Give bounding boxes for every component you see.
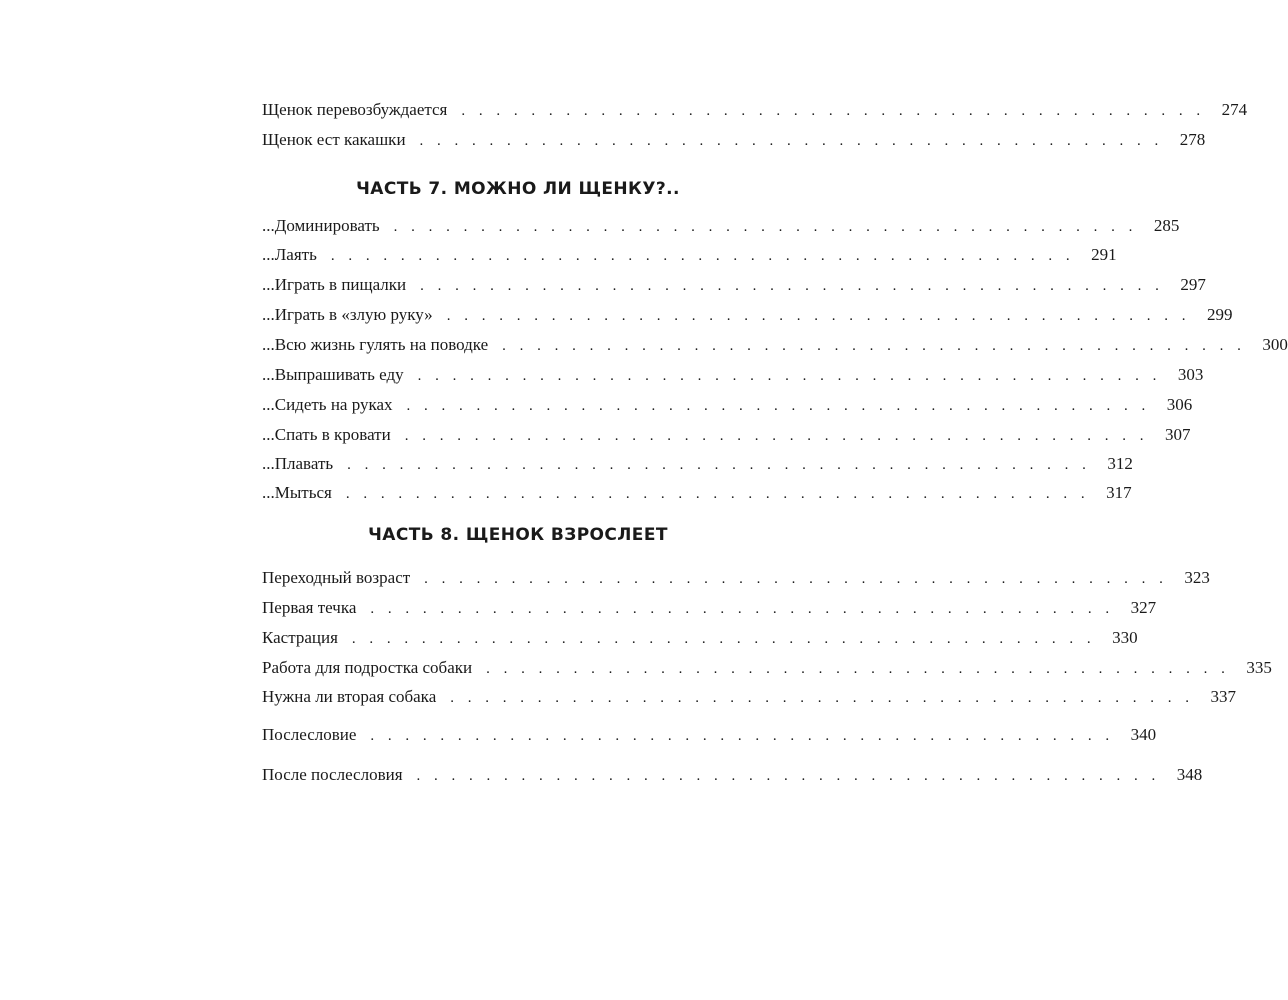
toc-entry-page: 317: [1106, 483, 1132, 502]
toc-entry-page: 300: [1262, 335, 1288, 354]
toc-entry: [262, 565, 1210, 591]
dot-leader: . . . . . . . . . . . . . . . . . . . . . . . . . . . . . . . . . . . . . . . . . . .: [424, 571, 1168, 587]
toc-entry-title: Щенок перевозбуждается: [262, 100, 448, 119]
dot-leader: . . . . . . . . . . . . . . . . . . . . . . . . . . . . . . . . . . . . . . . . . . .: [502, 338, 1246, 354]
toc-entry-title: Работа для подростка собаки: [262, 658, 473, 677]
toc-entry-page: 291: [1091, 245, 1117, 264]
toc-entry-title: Послесловие: [262, 725, 357, 744]
toc-entry: [262, 762, 1203, 788]
toc-entry-page: 297: [1180, 275, 1206, 294]
toc-entry-page: 340: [1130, 725, 1157, 744]
dot-leader: . . . . . . . . . . . . . . . . . . . . . . . . . . . . . . . . . . . . . . . . . . .: [419, 133, 1164, 149]
dot-leader: . . . . . . . . . . . . . . . . . . . . . . . . . . . . . . . . . . . . . . . . . . .: [406, 398, 1151, 414]
dot-leader: . . . . . . . . . . . . . . . . . . . . . . . . . . . . . . . . . . . . . . . . . . .: [345, 486, 1090, 502]
dot-leader: . . . . . . . . . . . . . . . . . . . . . . . . . . . . . . . . . . . . . . . . . . .: [351, 631, 1096, 647]
toc-entry-title: ...Выпрашивать еду: [262, 365, 404, 384]
toc-entry: [262, 625, 1138, 651]
toc-entry-page: 348: [1176, 765, 1203, 784]
toc-entry: [262, 272, 1206, 298]
dot-leader: . . . . . . . . . . . . . . . . . . . . . . . . . . . . . . . . . . . . . . . . . . .: [393, 219, 1138, 235]
dot-leader: . . . . . . . . . . . . . . . . . . . . . . . . . . . . . . . . . . . . . . . . . . .: [461, 103, 1206, 119]
toc-entry: [262, 655, 1272, 681]
toc-entry-title: После послесловия: [262, 765, 403, 784]
toc-entry: [262, 722, 1157, 748]
toc-entry-title: ...Доминировать: [262, 216, 380, 235]
toc-entry-page: 312: [1107, 454, 1133, 473]
dot-leader: . . . . . . . . . . . . . . . . . . . . . . . . . . . . . . . . . . . . . . . . . . .: [416, 768, 1161, 784]
toc-entry-title: Переходный возраст: [262, 568, 411, 587]
toc-entry-title: ...Играть в «злую руку»: [262, 305, 433, 324]
dot-leader: . . . . . . . . . . . . . . . . . . . . . . . . . . . . . . . . . . . . . . . . . . .: [404, 428, 1149, 444]
toc-entry-page: 274: [1221, 100, 1248, 119]
dot-leader: . . . . . . . . . . . . . . . . . . . . . . . . . . . . . . . . . . . . . . . . . . .: [450, 690, 1194, 706]
dot-leader: . . . . . . . . . . . . . . . . . . . . . . . . . . . . . . . . . . . . . . . . . . .: [347, 457, 1091, 473]
toc-entry-title: ...Плавать: [262, 454, 334, 473]
toc-entry-title: Нужна ли вторая собака: [262, 687, 437, 706]
part-8-heading: ЧАСТЬ 8. ЩЕНОК ВЗРОСЛЕЕТ: [368, 525, 668, 545]
toc-entry-title: ...Играть в пищалки: [262, 275, 407, 294]
dot-leader: . . . . . . . . . . . . . . . . . . . . . . . . . . . . . . . . . . . . . . . . . . .: [417, 368, 1162, 384]
toc-entry-page: 306: [1166, 395, 1193, 414]
toc-entry-page: 337: [1210, 687, 1236, 706]
toc-entry-page: 299: [1206, 305, 1233, 324]
toc-entry-page: 278: [1179, 130, 1206, 149]
dot-leader: . . . . . . . . . . . . . . . . . . . . . . . . . . . . . . . . . . . . . . . . . . .: [370, 601, 1115, 617]
toc-entry: [262, 332, 1288, 358]
toc-entry-page: 330: [1112, 628, 1138, 647]
toc-entry-title: Щенок ест какашки: [262, 130, 406, 149]
toc-entry-page: 303: [1177, 365, 1204, 384]
toc-entry: [262, 451, 1133, 477]
toc-entry-page: 323: [1184, 568, 1210, 587]
toc-entry: [262, 684, 1236, 710]
toc-entry-page: 307: [1164, 425, 1191, 444]
toc-entry: [262, 480, 1132, 506]
part-7-heading: ЧАСТЬ 7. МОЖНО ЛИ ЩЕНКУ?..: [356, 179, 680, 199]
dot-leader: . . . . . . . . . . . . . . . . . . . . . . . . . . . . . . . . . . . . . . . . . . .: [446, 308, 1191, 324]
toc-entry: [262, 422, 1191, 448]
toc-entry-page: 285: [1153, 216, 1180, 235]
toc-entry-page: 335: [1246, 658, 1272, 677]
toc-entry-title: Первая течка: [262, 598, 357, 617]
toc-entry-title: ...Всю жизнь гулять на поводке: [262, 335, 489, 354]
toc-entry-title: ...Лаять: [262, 245, 317, 264]
toc-entry: [262, 595, 1157, 621]
toc-entry: [262, 362, 1204, 388]
dot-leader: . . . . . . . . . . . . . . . . . . . . . . . . . . . . . . . . . . . . . . . . . . .: [370, 728, 1115, 744]
dot-leader: . . . . . . . . . . . . . . . . . . . . . . . . . . . . . . . . . . . . . . . . . . .: [486, 661, 1230, 677]
toc-entry: [262, 213, 1180, 239]
toc-entry-title: ...Спать в кровати: [262, 425, 391, 444]
toc-entry-title: Кастрация: [262, 628, 338, 647]
toc-entry: [262, 127, 1206, 153]
dot-leader: . . . . . . . . . . . . . . . . . . . . . . . . . . . . . . . . . . . . . . . . . . .: [420, 278, 1164, 294]
toc-entry-page: 327: [1130, 598, 1157, 617]
toc-entry-title: ...Сидеть на руках: [262, 395, 393, 414]
dot-leader: . . . . . . . . . . . . . . . . . . . . . . . . . . . . . . . . . . . . . . . . . . .: [330, 248, 1075, 264]
toc-entry: [262, 242, 1117, 268]
toc-entry: [262, 302, 1233, 328]
toc-entry: [262, 97, 1248, 123]
toc-entry: [262, 392, 1193, 418]
toc-entry-title: ...Мыться: [262, 483, 332, 502]
